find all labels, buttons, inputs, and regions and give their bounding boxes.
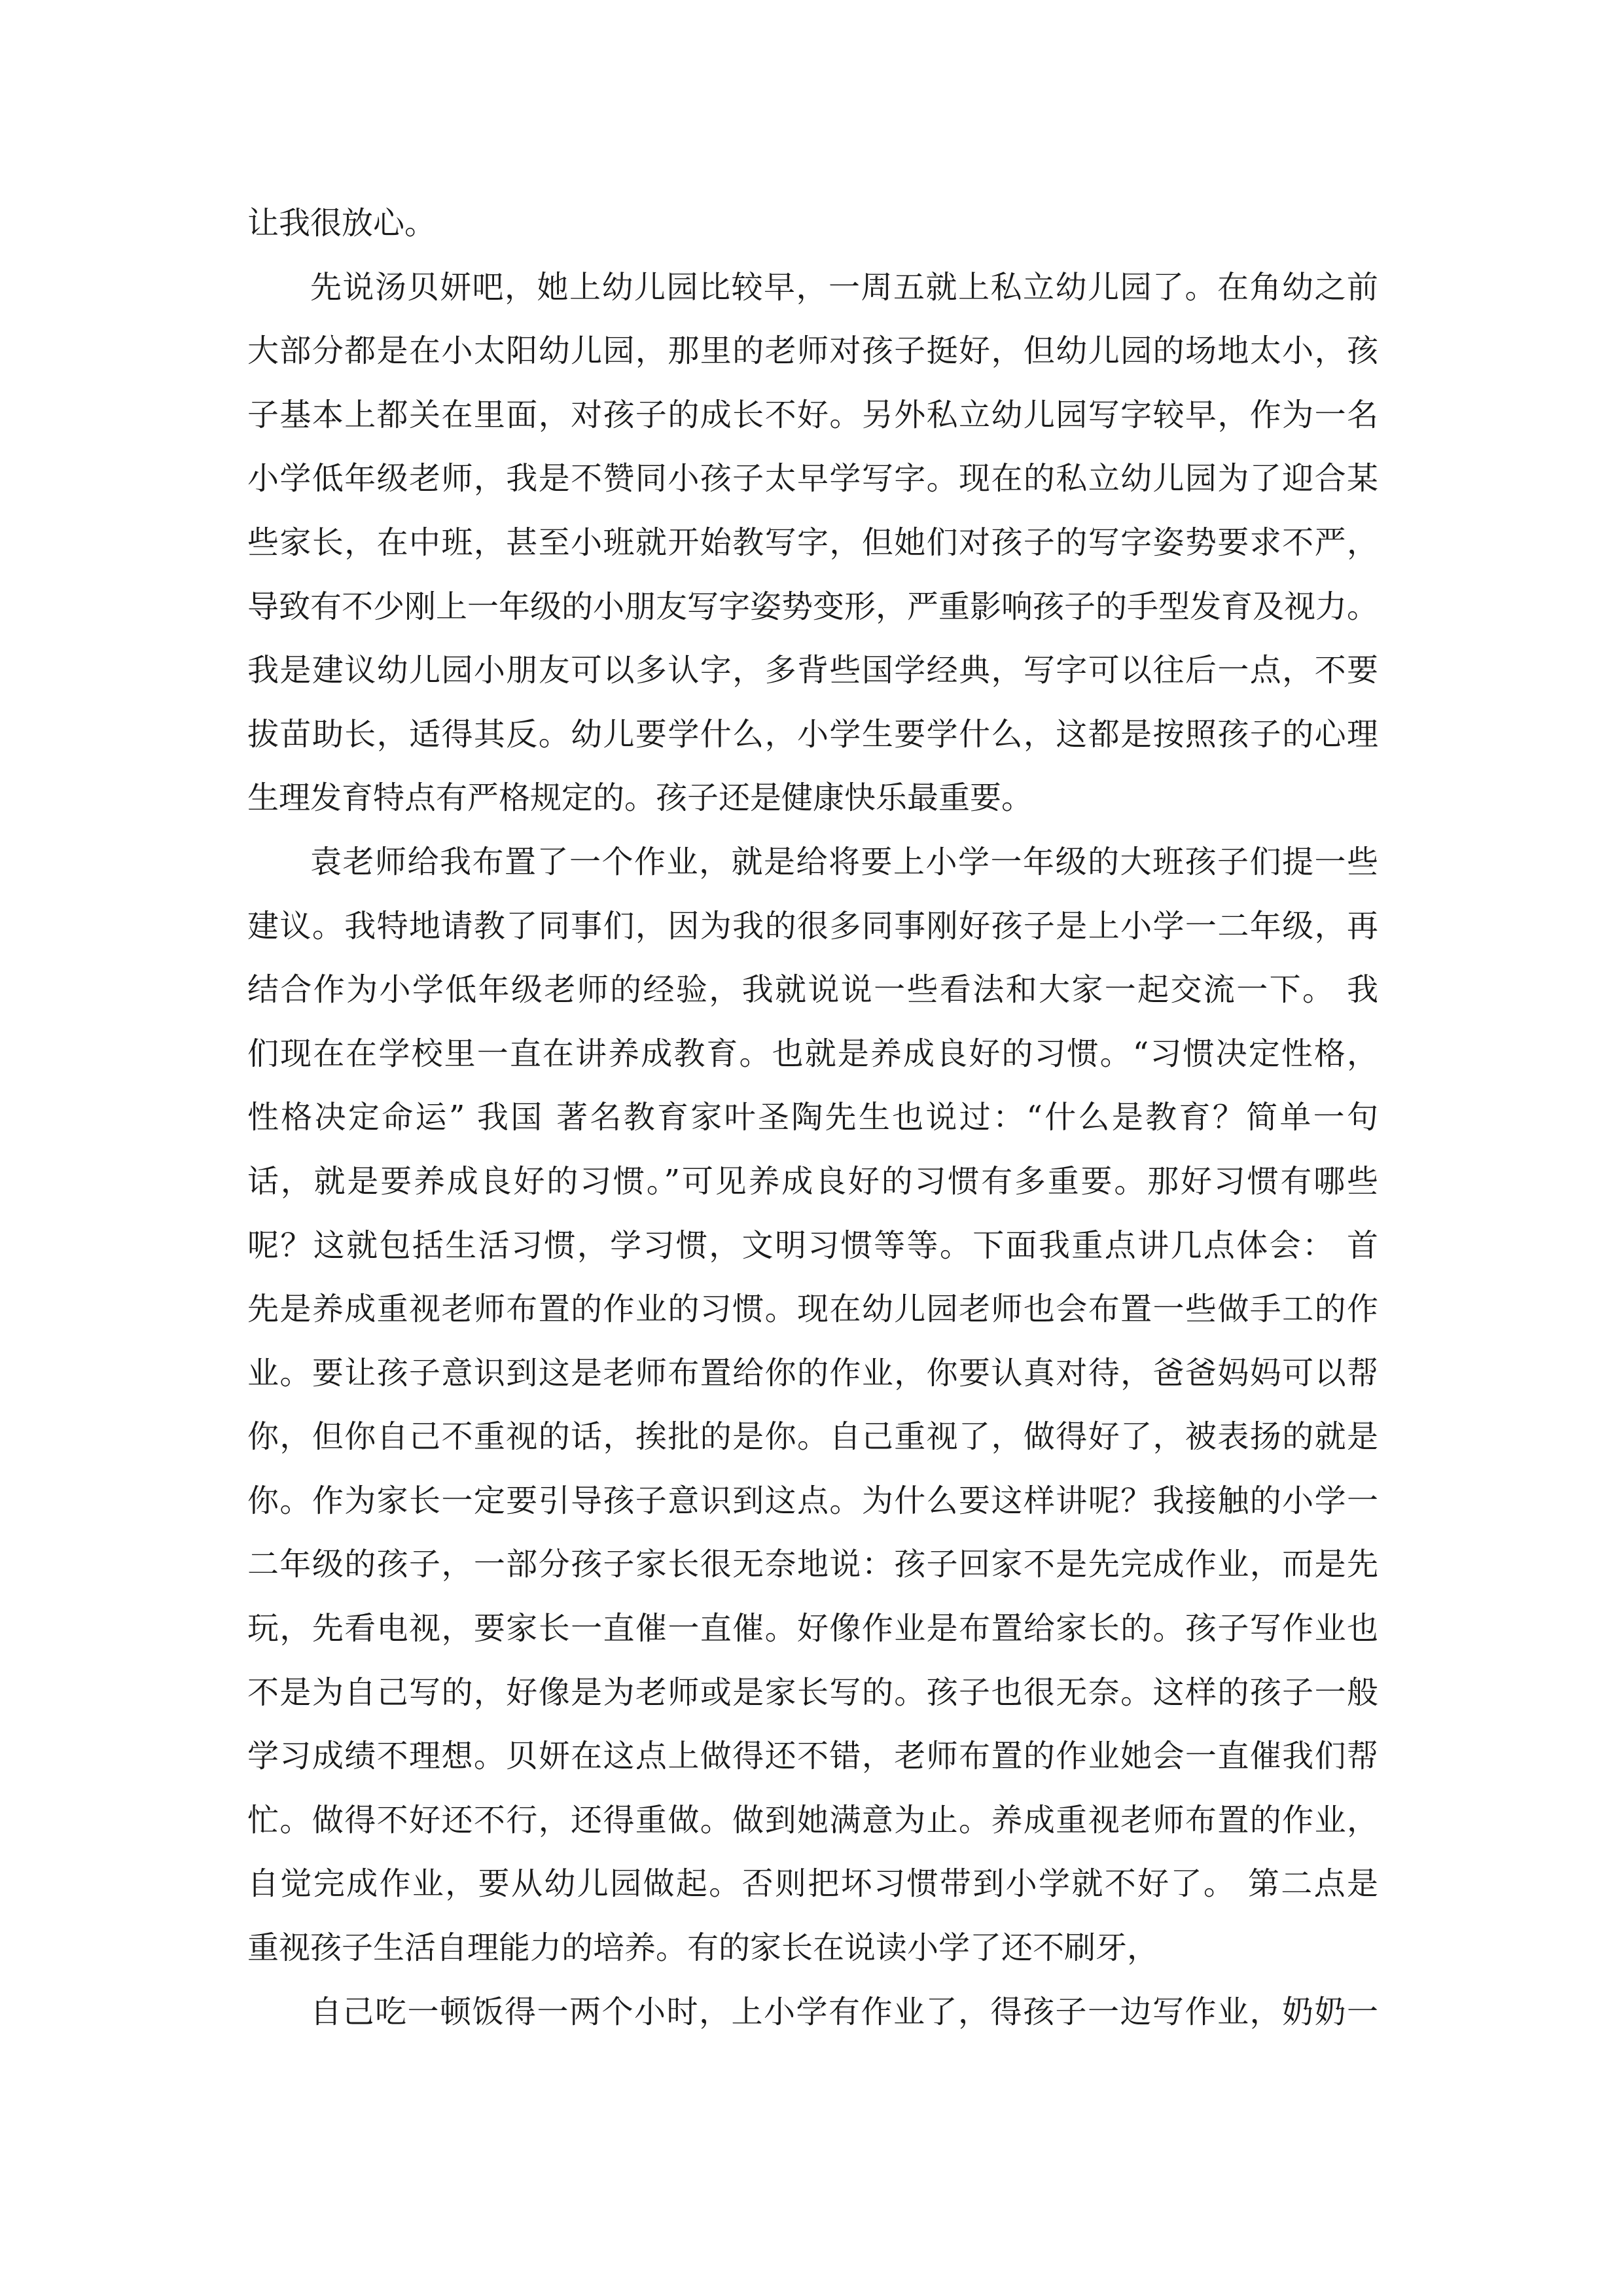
text-line: 我是建议幼儿园小朋友可以多认字，多背些国学经典，写字可以往后一点，不要 [247,652,1378,689]
text-line: 业。要让孩子意识到这是老师布置给你的作业，你要认真对待，爸爸妈妈可以帮 [247,1354,1378,1391]
text-line: 建议。我特地请教了同事们，因为我的很多同事刚好孩子是上小学一二年级，再 [247,907,1378,944]
text-line: 性格决定命运” 我国 著名教育家叶圣陶先生也说过：“什么是教育？简单一句 [247,1099,1378,1136]
text-line: 导致有不少刚上一年级的小朋友写字姿势变形，严重影响孩子的手型发育及视力。 [247,588,1378,625]
text-line: 重视孩子生活自理能力的培养。有的家长在说读小学了还不刷牙， [247,1929,1159,1967]
text-line: 你，但你自己不重视的话，挨批的是你。自己重视了，做得好了，被表扬的就是 [247,1418,1378,1456]
text-line: 先是养成重视老师布置的作业的习惯。现在幼儿园老师也会布置一些做手工的作 [247,1291,1378,1328]
text-line: 话，就是要养成良好的习惯。”可见养成良好的习惯有多重要。那好习惯有哪些 [247,1162,1378,1200]
text-line: 些家长，在中班，甚至小班就开始教写字，但她们对孩子的写字姿势要求不严， [247,524,1378,561]
text-line: 自己吃一顿饭得一两个小时，上小学有作业了，得孩子一边写作业，奶奶一 [310,1993,1378,2030]
text-line: 二年级的孩子，一部分孩子家长很无奈地说：孩子回家不是先完成作业，而是先 [247,1546,1378,1583]
text-line: 小学低年级老师，我是不赞同小孩子太早学写字。现在的私立幼儿园为了迎合某 [247,460,1378,497]
text-line: 袁老师给我布置了一个作业，就是给将要上小学一年级的大班孩子们提一些 [310,843,1378,880]
text-line: 先说汤贝妍吧，她上幼儿园比较早，一周五就上私立幼儿园了。在角幼之前 [310,268,1378,306]
text-line: 们现在在学校里一直在讲养成教育。也就是养成良好的习惯。“习惯决定性格， [247,1035,1378,1072]
text-line: 学习成绩不理想。贝妍在这点上做得还不错，老师布置的作业她会一直催我们帮 [247,1738,1378,1775]
text-line: 生理发育特点有严格规定的。孩子还是健康快乐最重要。 [247,780,1033,817]
text-line: 自觉完成作业，要从幼儿园做起。否则把坏习惯带到小学就不好了。 第二点是 [247,1865,1378,1903]
text-line: 让我很放心。 [247,205,437,242]
text-line: 玩，先看电视，要家长一直催一直催。好像作业是布置给家长的。孩子写作业也 [247,1610,1378,1647]
text-line: 大部分都是在小太阳幼儿园，那里的老师对孩子挺好，但幼儿园的场地太小，孩 [247,332,1378,370]
text-line: 不是为自己写的，好像是为老师或是家长写的。孩子也很无奈。这样的孩子一般 [247,1674,1378,1711]
text-line: 拔苗助长，适得其反。幼儿要学什么，小学生要学什么，这都是按照孩子的心理 [247,715,1378,753]
text-line: 结合作为小学低年级老师的经验，我就说说一些看法和大家一起交流一下。 我 [247,971,1378,1009]
text-line: 忙。做得不好还不行，还得重做。做到她满意为止。养成重视老师布置的作业， [247,1801,1378,1839]
document-body [247,192,1378,2044]
text-line: 你。作为家长一定要引导孩子意识到这点。为什么要这样讲呢？我接触的小学一 [247,1482,1378,1519]
text-line: 子基本上都关在里面，对孩子的成长不好。另外私立幼儿园写字较早，作为一名 [247,396,1378,433]
text-line: 呢？这就包括生活习惯，学习惯，文明习惯等等。下面我重点讲几点体会： 首 [247,1227,1378,1264]
